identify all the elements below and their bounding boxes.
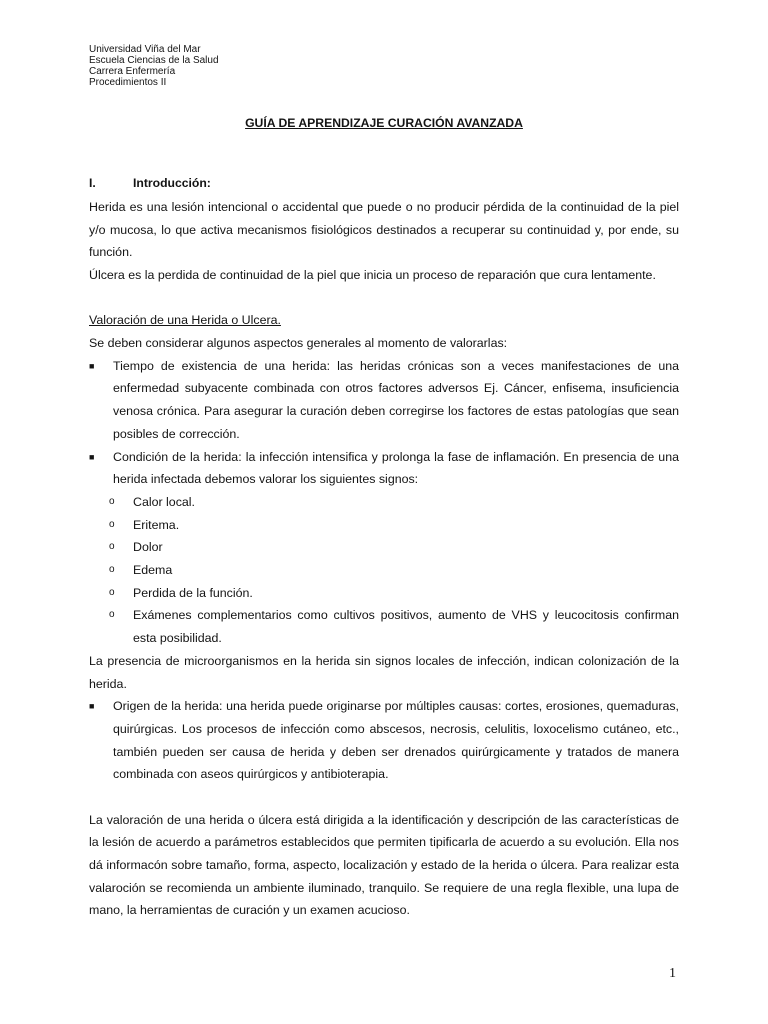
list-item-text: Origen de la herida: una herida puede originarse por múltiples causas: cortes, erosiones, quemaduras, quirúrgicas. Los procesos de infección como abscesos, necrosis, celulitis, loxocelismo cutáneo, etc., también pueden ser causa de herida y deben ser drenados quirúrgicamente y tratados de manera combinada con aseos quirúrgicos y antibioterapia. (113, 699, 679, 782)
circle-bullet-icon: o (109, 609, 115, 621)
sign-item (89, 582, 679, 605)
header-course: Procedimientos II (89, 77, 167, 88)
list-item-origen (89, 695, 679, 786)
header-school: Escuela Ciencias de la Salud (89, 55, 219, 66)
circle-bullet-icon: o (109, 541, 115, 553)
header-university: Universidad Viña del Mar (89, 44, 201, 55)
valoracion-subheading: Valoración de una Herida o Ulcera. (89, 313, 281, 328)
sign-text: Dolor (133, 540, 163, 555)
section-number: I. (89, 176, 96, 190)
document-header (89, 44, 219, 88)
valoracion-lead: Se deben considerar algunos aspectos generales al momento de valorarlas: (89, 336, 508, 351)
intro-paragraph-herida: Herida es una lesión intencional o accidental que puede o no producir pérdida de la continuidad de la piel y/o mucosa, lo que activa mecanismos fisiológicos destinados a recuperar su continuidad y, por ende, su función. (89, 200, 679, 260)
page-number: 1 (669, 966, 676, 981)
sign-item (89, 559, 679, 582)
square-bullet-icon: ■ (89, 451, 95, 462)
sign-text: Perdida de la función. (133, 585, 253, 600)
closing-paragraph: La valoración de una herida o úlcera está dirigida a la identificación y descripción de las características de la lesión de acuerdo a parámetros establecidos que permiten tipificarla de acuerdo a su evolución. Ella nos dá informacón sobre tamaño, forma, aspecto, localización y estado de la herida o úlcera. Para realizar esta valaroción se recomienda un ambiente iluminado, tranquilo. Se requiere de una regla flexible, una lupa de mano, la herramientas de curación y un examen acucioso. (89, 812, 679, 918)
origin-list (89, 695, 679, 786)
circle-bullet-icon: o (109, 586, 115, 598)
intro-paragraph-ulcera: Úlcera es la perdida de continuidad de la piel que inicia un proceso de reparación que cura lentamente. (89, 268, 656, 283)
paragraph-gap (89, 786, 679, 809)
list-item-tiempo (89, 355, 679, 446)
list-item-text: Tiempo de existencia de una herida: las heridas crónicas son a veces manifestaciones de una enfermedad subyacente combinada con otros factores adversos Ej. Cáncer, enfisema, insuficiencia venosa crónica. Para asegurar la curación deben corregirse los factores de estas patologías que sean posibles de corrección. (113, 358, 679, 441)
square-bullet-icon: ■ (89, 701, 95, 712)
circle-bullet-icon: o (109, 518, 115, 530)
header-program: Carrera Enfermería (89, 66, 176, 77)
document-body (89, 196, 679, 922)
aspects-list (89, 355, 679, 491)
sign-item (89, 514, 679, 537)
document-title: GUÍA DE APRENDIZAJE CURACIÓN AVANZADA (245, 116, 523, 130)
sign-text: Exámenes complementarios como cultivos positivos, aumento de VHS y leucocitosis confirman esta posibilidad. (133, 608, 679, 646)
sign-text: Calor local. (133, 494, 195, 509)
circle-bullet-icon: o (109, 495, 115, 507)
sign-text: Edema (133, 563, 173, 578)
sign-item (89, 491, 679, 514)
signs-list (89, 491, 679, 650)
sign-item (89, 536, 679, 559)
list-item-condicion (89, 446, 679, 491)
section-title: Introducción: (133, 176, 211, 190)
square-bullet-icon: ■ (89, 360, 95, 371)
colonization-paragraph: La presencia de microorganismos en la herida sin signos locales de infección, indican colonización de la herida. (89, 653, 679, 691)
sign-text: Eritema. (133, 517, 180, 532)
circle-bullet-icon: o (109, 564, 115, 576)
paragraph-gap (89, 287, 679, 310)
sign-item (89, 604, 679, 649)
list-item-text: Condición de la herida: la infección intensifica y prolonga la fase de inflamación. En presencia de una herida infectada debemos valorar los siguientes signos: (113, 449, 679, 487)
